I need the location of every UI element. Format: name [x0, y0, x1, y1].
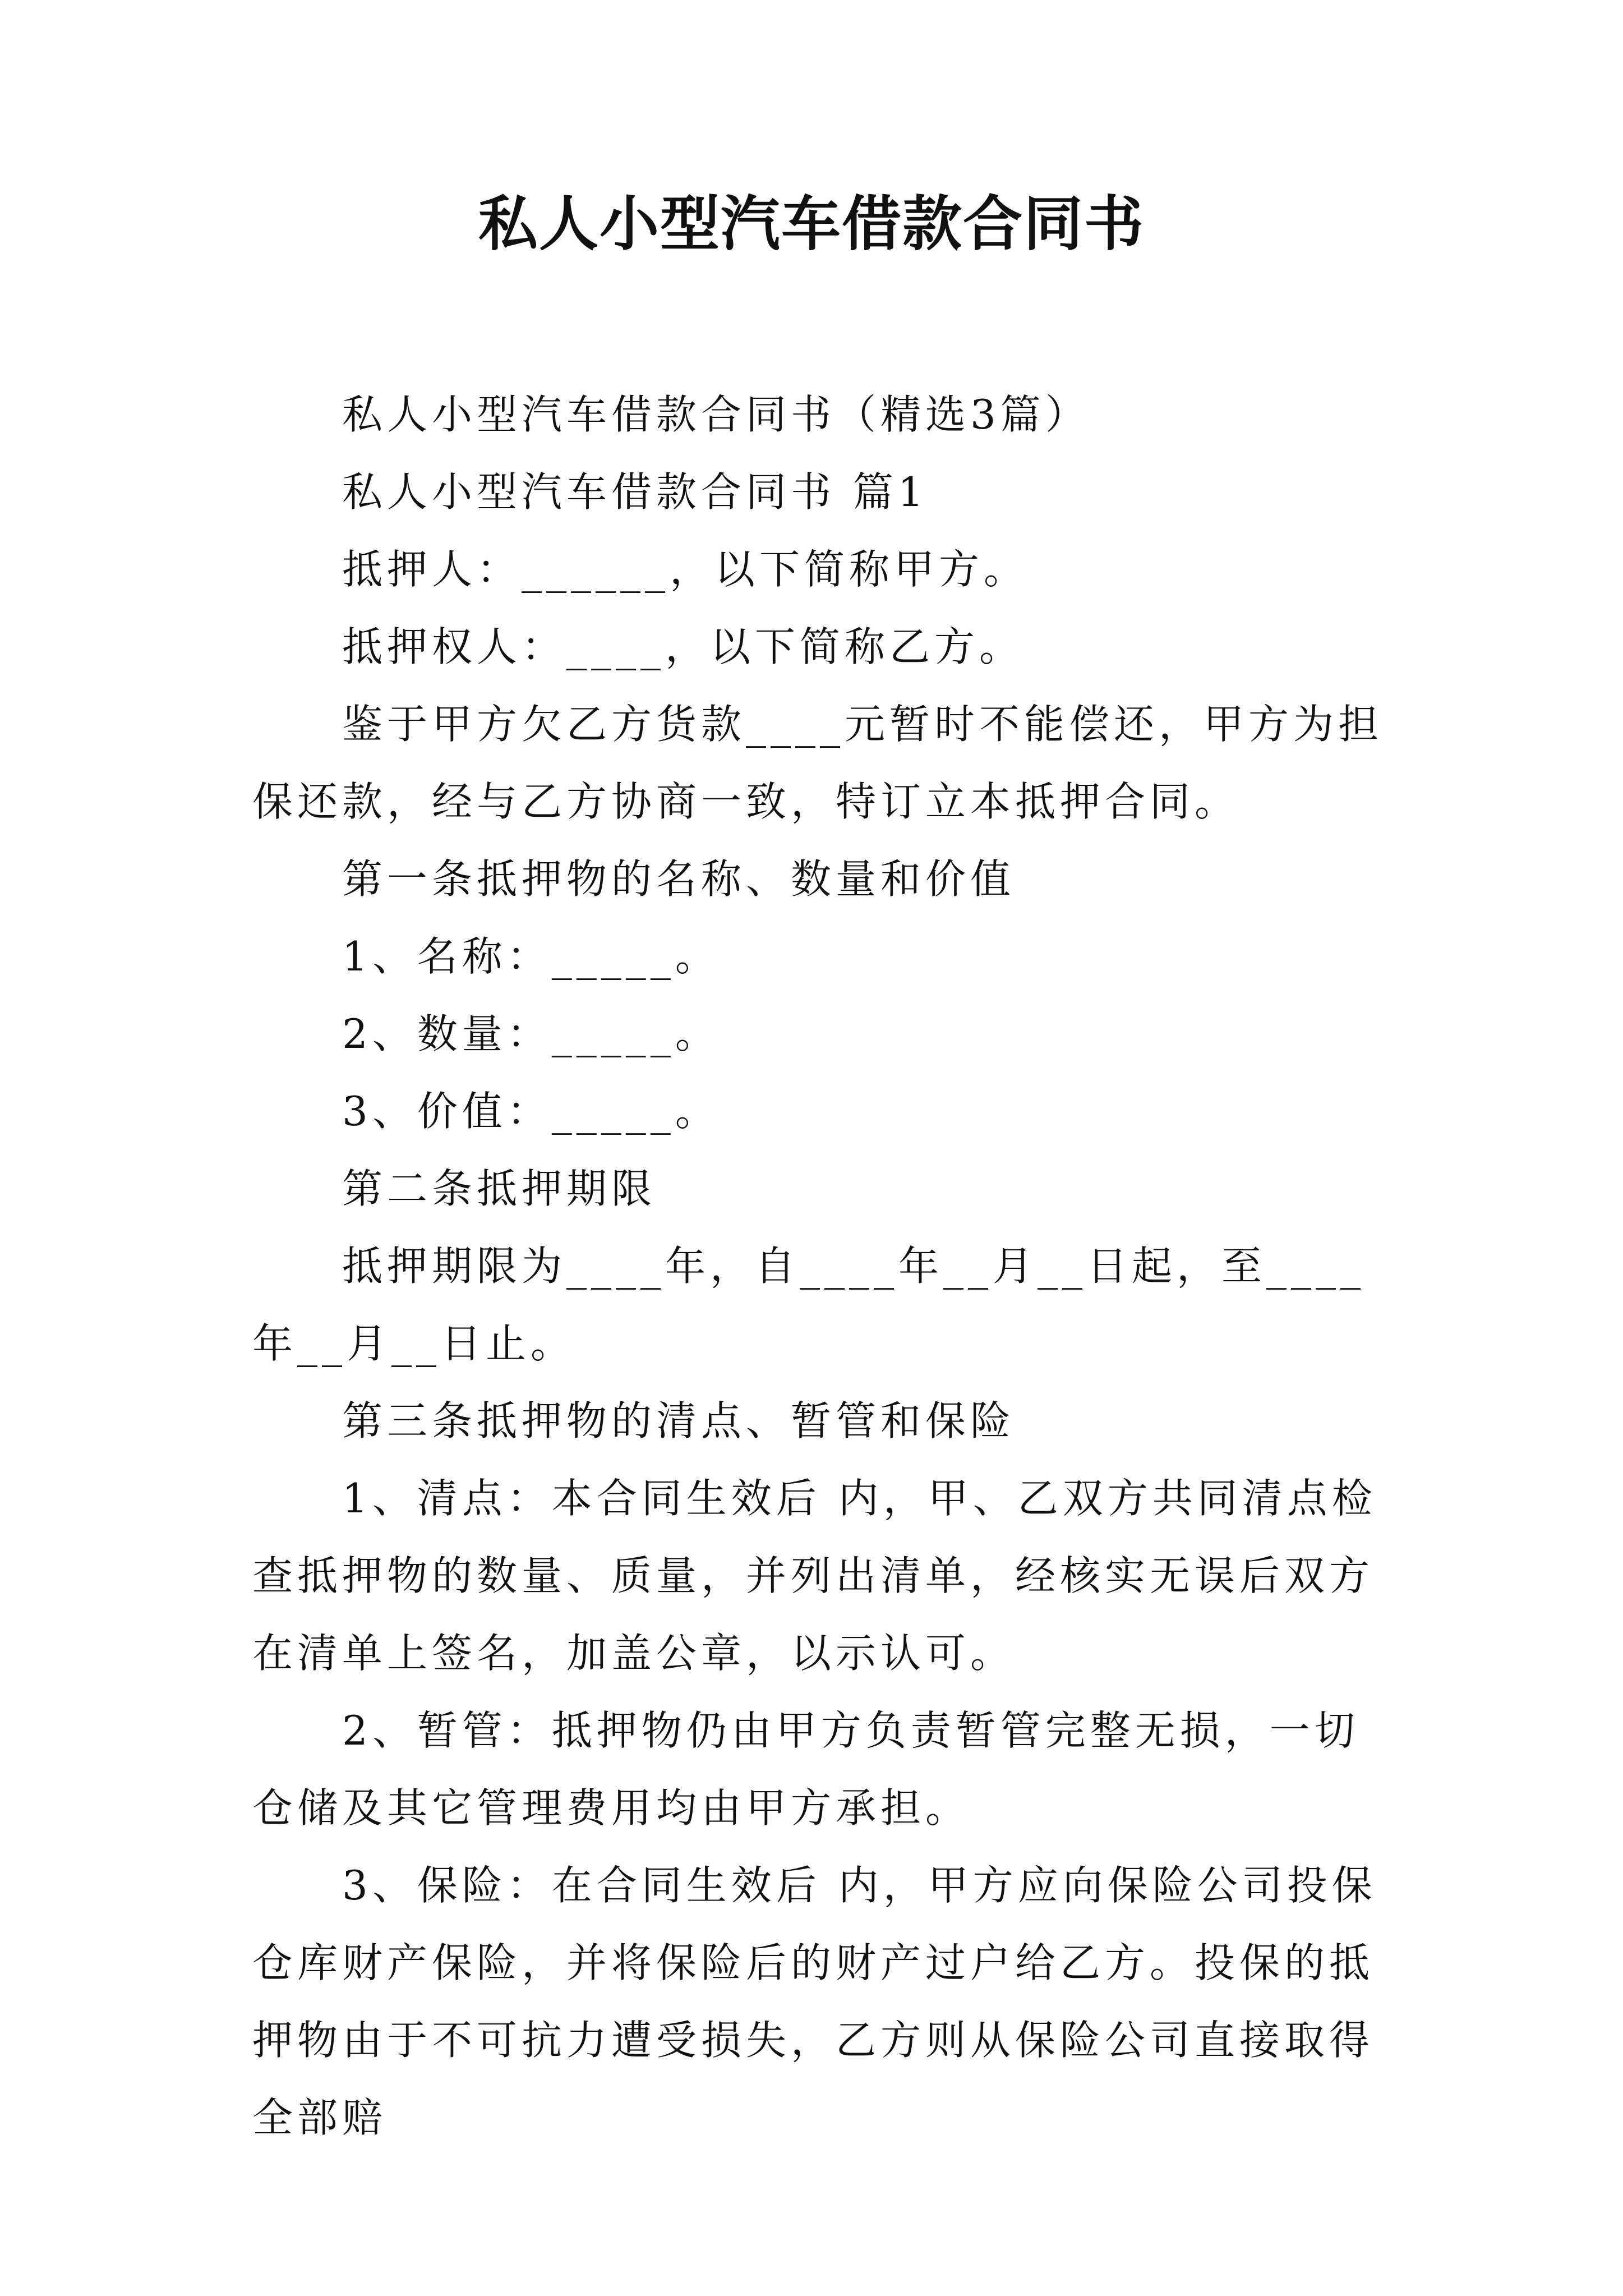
paragraph-item-quantity: 2、数量：_____。: [342, 1010, 720, 1057]
paragraph-mortgagee: 抵押权人：____，以下简称乙方。: [342, 623, 1025, 670]
paragraph-item-value: 3、价值：_____。: [342, 1088, 720, 1135]
paragraph-insurance: 3、保险：在合同生效后 内，甲方应向保险公司投保仓库财产保险，并将保险后的财产过户给乙方。投保的抵押物由于不可抗力遭受损失，乙方则从保险公司直接取得全部赔: [252, 1862, 1377, 2141]
paragraph-article-two-heading: 第二条抵押期限: [342, 1165, 657, 1212]
paragraph-inventory: 1、清点：本合同生效后 内，甲、乙双方共同清点检查抵押物的数量、质量，并列出清单，经核实无误后双方在清单上签名，加盖公章，以示认可。: [252, 1475, 1377, 1677]
paragraph-mortgagor: 抵押人：______，以下简称甲方。: [342, 546, 1029, 593]
document-body: [252, 376, 1385, 2156]
paragraph-item-name: 1、名称：_____。: [342, 933, 720, 980]
paragraph-article-one-heading: 第一条抵押物的名称、数量和价值: [342, 855, 1016, 903]
paragraph-custody: 2、暂管：抵押物仍由甲方负责暂管完整无损，一切仓储及其它管理费用均由甲方承担。: [252, 1707, 1359, 1832]
paragraph-section-heading: 私人小型汽车借款合同书 篇1: [342, 468, 928, 516]
paragraph-collection-title: 私人小型汽车借款合同书（精选3篇）: [342, 391, 1090, 438]
document-title: 私人小型汽车借款合同书: [478, 190, 1145, 259]
paragraph-mortgage-term: 抵押期限为____年，自____年__月__日起，至____年__月__日止。: [252, 1243, 1366, 1367]
paragraph-article-three-heading: 第三条抵押物的清点、暂管和保险: [342, 1397, 1016, 1444]
paragraph-preamble: 鉴于甲方欠乙方货款____元暂时不能偿还，甲方为担保还款，经与乙方协商一致，特订立本抵押合同。: [252, 701, 1384, 825]
